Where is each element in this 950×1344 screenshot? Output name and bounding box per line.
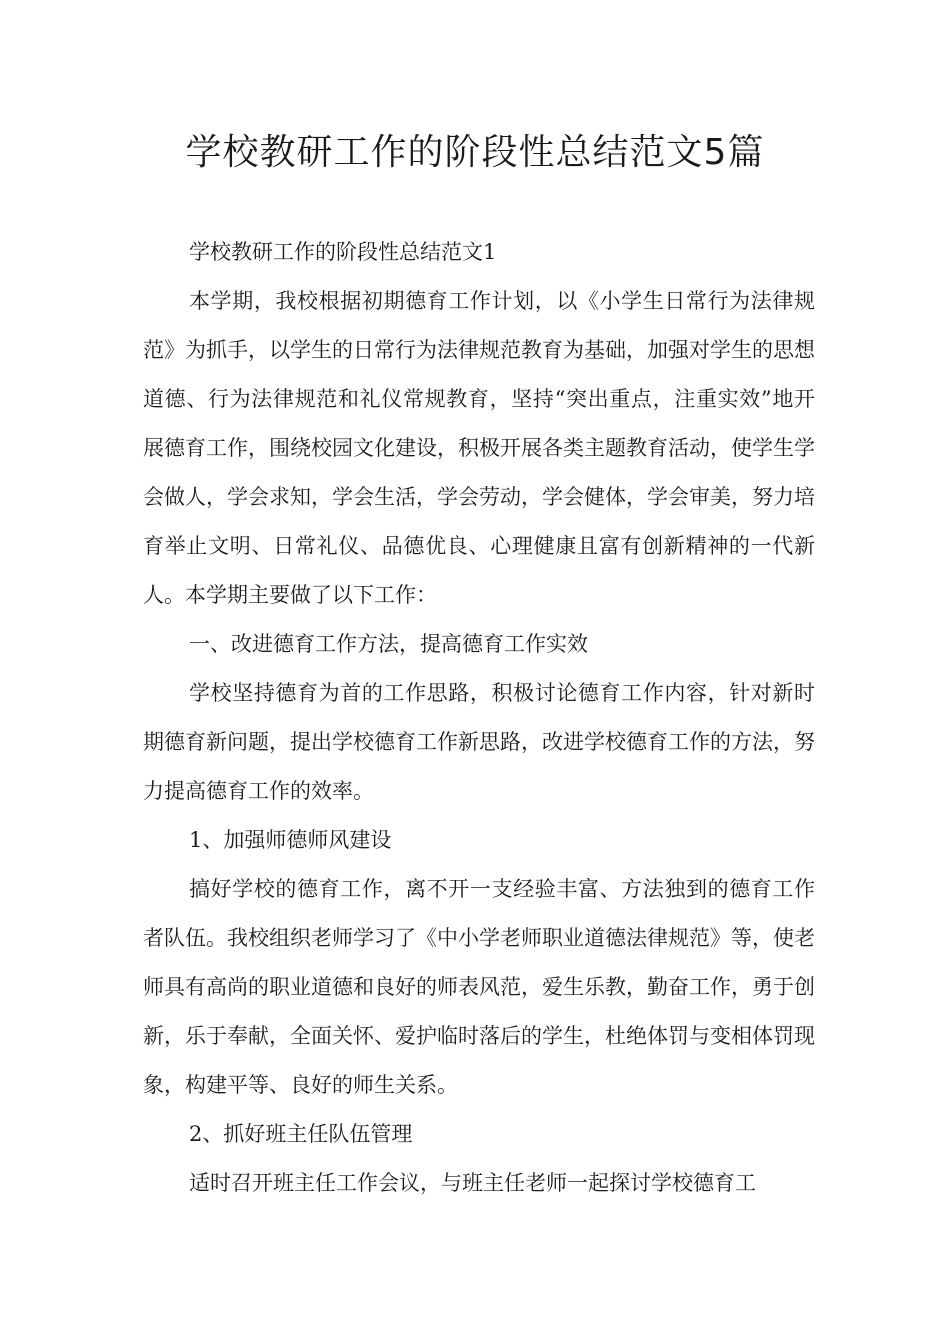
paragraph: 学校坚持德育为首的工作思路，积极讨论德育工作内容，针对新时期德育新问题，提出学校德育工作新思路，改进学校德育工作的方法，努力提高德育工作的效率。 xyxy=(143,681,815,803)
paragraph: 适时召开班主任工作会议，与班主任老师一起探讨学校德育工 xyxy=(189,1171,756,1195)
paragraph: 本学期，我校根据初期德育工作计划，以《小学生日常行为法律规范》为抓手，以学生的日常行为法律规范教育为基础，加强对学生的思想道德、行为法律规范和礼仪常规教育，坚持“突出重点，注重实效”地开展德育工作，围绕校园文化建设，积极开展各类主题教育活动，使学生学会做人，学会求知，学会生活，学会劳动，学会健体，学会审美，努力培育举止文明、日常礼仪、品德优良、心理健康且富有创新精神的一代新人。本学期主要做了以下工作： xyxy=(143,289,815,607)
document-body xyxy=(143,228,815,1208)
subheading: 一、改进德育工作方法，提高德育工作实效 xyxy=(189,632,588,656)
subheading: 2、抓好班主任队伍管理 xyxy=(189,1122,413,1146)
section-heading: 学校教研工作的阶段性总结范文1 xyxy=(189,240,497,264)
subheading: 1、加强师德师风建设 xyxy=(189,828,392,852)
document-title: 学校教研工作的阶段性总结范文5篇 xyxy=(185,132,765,173)
paragraph: 搞好学校的德育工作，离不开一支经验丰富、方法独到的德育工作者队伍。我校组织老师学习了《中小学老师职业道德法律规范》等，使老师具有高尚的职业道德和良好的师表风范，爱生乐教，勤奋工作，勇于创新，乐于奉献，全面关怀、爱护临时落后的学生，杜绝体罚与变相体罚现象，构建平等、良好的师生关系。 xyxy=(143,877,815,1097)
